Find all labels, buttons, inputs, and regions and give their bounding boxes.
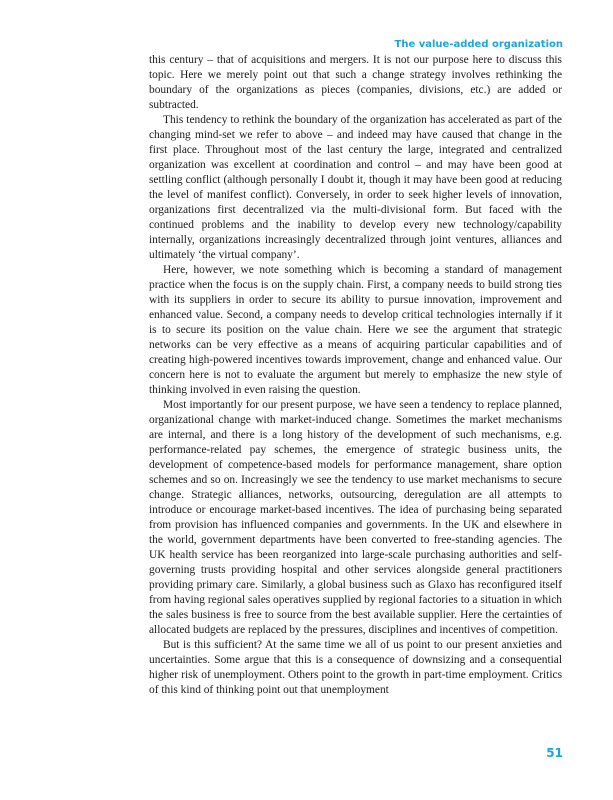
body-text xyxy=(149,53,562,698)
paragraph-1: this century – that of acquisitions and mergers. It is not our purpose here to discuss this topic. Here we merely point out that such a change strategy involves rethinking the boundary of the organizations as pieces (companies, divisions, etc.) are added or subtracted. xyxy=(149,54,562,111)
paragraph-3: Here, however, we note something which is becoming a standard of management practice when the focus is on the supply chain. First, a company needs to build strong ties with its suppliers in order to secure its ability to pursue innovation, improvement and enhanced value. Second, a company needs to develop critical technologies internally if it is to secure its position on the value chain. Here we see the argument that strategic networks can be very effective as a means of acquiring particular capabilities and of creating high-powered incentives towards improvement, change and enhanced value. Our concern here is not to evaluate the argument but merely to emphasize the new style of thinking involved in even raising the question. xyxy=(149,264,562,396)
page-number: 51 xyxy=(546,746,563,760)
paragraph-5: But is this sufficient? At the same time we all of us point to our present anxieties and uncertainties. Some argue that this is a consequence of downsizing and a consequential higher risk of unemployment. Others point to the growth in part-time employment. Critics of this kind of thinking point out that unemployment xyxy=(149,639,562,696)
running-head: The value-added organization xyxy=(394,39,563,50)
paragraph-4: Most importantly for our present purpose, we have seen a tendency to replace planned, organizational change with market-induced change. Sometimes the market mechanisms are internal, and there is a long history of the development of such mechanisms, e.g. performance-related pay schemes, the emergence of strategic business units, the development of competence-based models for performance management, share option schemes and so on. Increasingly we see the tendency to use market mechanisms to secure change. Strategic alliances, networks, outsourcing, deregulation are all attempts to introduce or encourage market-based incentives. The idea of purchasing being separated from provision has influenced companies and governments. In the UK and elsewhere in the world, government departments have been converted to free-standing agencies. The UK health service has been reorganized into large-scale purchasing authorities and self-governing trusts providing hospital and other services alongside general practitioners providing primary care. Similarly, a global business such as Glaxo has reconfigured itself from having regional sales operatives supplied by regional factories to a situation in which the sales business is free to source from the best available supplier. Here the certainties of allocated budgets are replaced by the pressures, disciplines and incentives of competition. xyxy=(149,399,562,636)
paragraph-2: This tendency to rethink the boundary of the organization has accelerated as part of the changing mind-set we refer to above – and indeed may have caused that change in the first place. Throughout most of the last century the large, integrated and centralized organization was excellent at coordination and control – and may have been good at settling conflict (although personally I doubt it, though it may have been good at reducing the level of manifest conflict). Conversely, in order to seek higher levels of innovation, organizations first decentralized via the multi-divisional form. But faced with the continued problems and the inability to develop every new technology/capability internally, organizations increasingly decentralized through joint ventures, alliances and ultimately ‘the virtual company’. xyxy=(149,114,562,261)
